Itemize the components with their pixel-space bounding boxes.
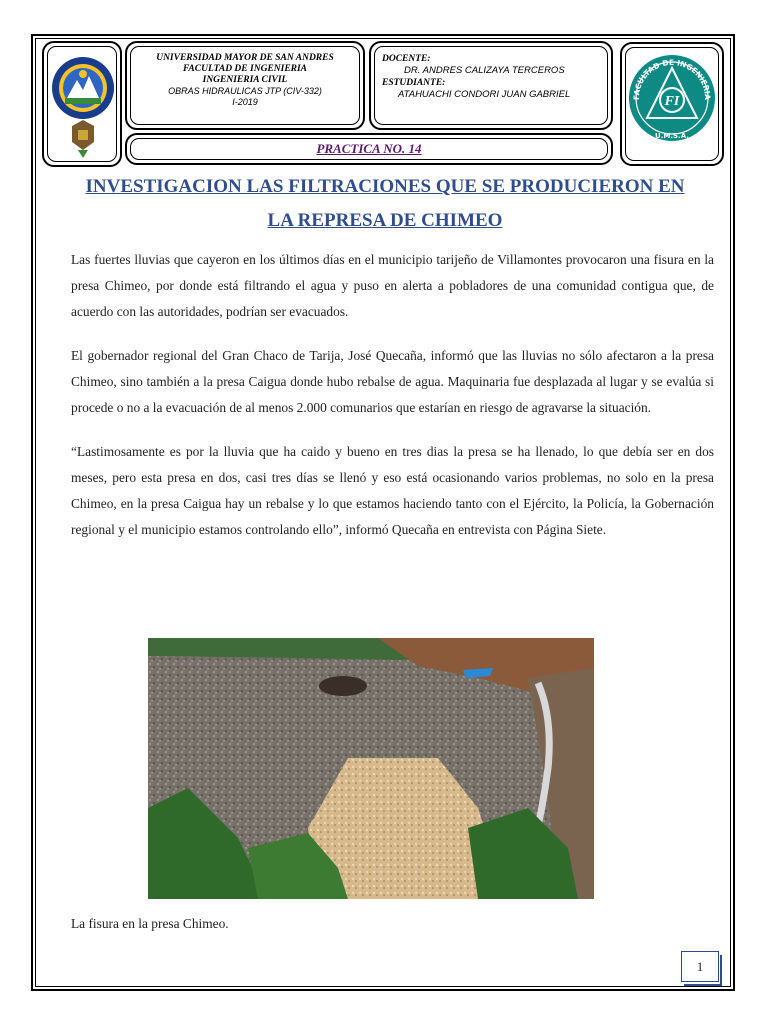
umsa-seal-logo — [50, 46, 116, 162]
page-number: 1 — [681, 951, 719, 982]
docente-info — [382, 53, 608, 101]
course-name: OBRAS HIDRAULICAS JTP (CIV-332) — [168, 86, 322, 96]
university-info — [130, 53, 360, 108]
logo-mark: FI — [664, 94, 680, 109]
fi-faculty-logo — [627, 48, 717, 148]
paragraph-2: El gobernador regional del Gran Chaco de Tarija, José Quecaña, informó que las lluvias no sólo afectaron a la presa Chimeo, sino también a la presa Caigua donde hubo rebalse de agua. Maquinaria fue desplazada al lugar y se evalúa si procede o no a la evacuación de al menos 2.000 comunarios que estarían en riesgo de agravarse la situación. — [71, 348, 714, 415]
estudiante-label: ESTUDIANTE: — [382, 78, 446, 88]
practica-number: PRACTICA NO. 14 — [316, 141, 422, 156]
title-line-2: LA REPRESA DE CHIMEO — [267, 210, 503, 231]
paragraph-1: Las fuertes lluvias que cayeron en los últimos días en el municipio tarijeño de Villamontes provocaron una fisura en la presa Chimeo, por donde está filtrando el agua y puso en alerta a pobladores de una comunidad contigua que, de acuerdo con las autoridades, podrían ser evacuados. — [71, 252, 714, 319]
term: I-2019 — [232, 97, 258, 107]
department-name: INGENIERIA CIVIL — [202, 75, 288, 85]
photo-caption: La fisura en la presa Chimeo. — [71, 916, 229, 931]
estudiante-name: ATAHUACHI CONDORI JUAN GABRIEL — [398, 89, 571, 100]
docente-name: DR. ANDRES CALIZAYA TERCEROS — [404, 65, 565, 76]
dam-photo — [148, 638, 594, 899]
logo-text-bottom: U.M.S.A. — [655, 132, 689, 140]
paragraph-3: “Lastimosamente es por la lluvia que ha caido y bueno en tres dias la presa se ha llenado, lo que debía ser en dos meses, pero esta presa en dos, casi tres días se llenó y eso está ocasionando varios problemas, no solo en la presa Chimeo, en la presa Caigua hay un rebalse y lo que estamos haciendo tanto con el Ejército, la Policía, la Gobernación regional y el municipio estamos controlando ello”, informó Quecaña en entrevista con Página Siete. — [71, 444, 714, 537]
logo-text-top: FACULTAD DE INGENIERIA — [631, 57, 713, 101]
faculty-name: FACULTAD DE INGENIERIA — [182, 64, 308, 74]
title-line-1: INVESTIGACION LAS FILTRACIONES QUE SE PRODUCIERON EN — [85, 176, 685, 197]
document-title — [60, 170, 710, 238]
docente-label: DOCENTE: — [382, 54, 431, 64]
university-name: UNIVERSIDAD MAYOR DE SAN ANDRES — [156, 53, 334, 63]
